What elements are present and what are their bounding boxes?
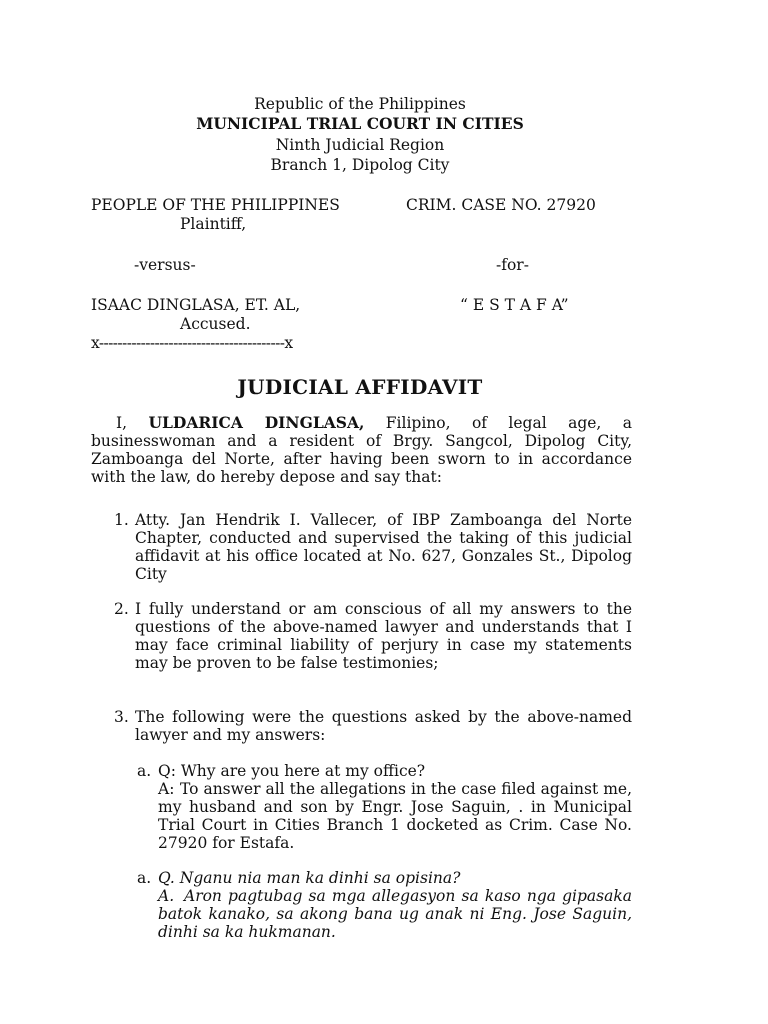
intro-paragraph: [91, 414, 632, 486]
item-2-number: 2.: [114, 600, 129, 618]
qa-1-answer: To answer all the allegations in the case filed against me, my husband and son by Engr. Jose Saguin, . in Municipal Trial Court in Cities Branch 1 docketed as Crim. Case No. 27920 for Estafa.: [158, 780, 632, 853]
versus-label: -versus-: [134, 256, 196, 274]
qa-2-answer: Aron pagtubag sa mga allegasyon sa kaso nga gipasaka batok kanako, sa akong bana ug anak ni Eng. Jose Saguin, dinhi sa ka hukmanan.: [158, 887, 632, 942]
intro-prefix: I,: [116, 414, 149, 432]
plaintiff-name: PEOPLE OF THE PHILIPPINES: [91, 196, 340, 214]
affiant-name: ULDARICA DINGLASA,: [148, 413, 365, 432]
item-3-number: 3.: [114, 708, 129, 726]
for-label: -for-: [496, 256, 529, 274]
branch-location: Branch 1, Dipolog City: [270, 156, 450, 174]
qa-2-label: a.: [137, 869, 152, 887]
qa-1-question: Q: Why are you here at my office?: [158, 762, 426, 780]
accused-name: ISAAC DINGLASA, ET. AL,: [91, 296, 301, 314]
item-2-text: I fully understand or am conscious of all my answers to the questions of the above-named lawyer and understands that I may face criminal liability of perjury in case my statements may be proven to be false testimonies;: [135, 600, 632, 673]
item-3-text: The following were the questions asked by the above-named lawyer and my answers:: [135, 708, 632, 745]
qa-2-question: Q. Nganu nia man ka dinhi sa opisina?: [158, 869, 461, 887]
qa-2-answer-label: A.: [158, 887, 175, 905]
intro-text: Filipino, of legal age, a businesswoman and a resident of Brgy. Sangcol, Dipolog City, Zamboanga del Norte, after having been sworn to in accordance with the law, do hereby depose and say that:: [91, 414, 632, 487]
republic-line: Republic of the Philippines: [254, 95, 466, 113]
accused-role: Accused.: [180, 315, 251, 333]
item-1-number: 1.: [114, 511, 129, 529]
judicial-region: Ninth Judicial Region: [275, 136, 445, 154]
court-name: MUNICIPAL TRIAL COURT IN CITIES: [196, 114, 524, 133]
qa-1-label: a.: [137, 762, 152, 780]
case-number: CRIM. CASE NO. 27920: [406, 196, 596, 214]
document-title: JUDICIAL AFFIDAVIT: [237, 375, 483, 399]
offense-label: “ E S T A F A”: [460, 296, 569, 314]
plaintiff-role: Plaintiff,: [180, 215, 247, 233]
caption-separator: x----------------------------------------x: [91, 334, 293, 352]
qa-1-answer-label: A:: [158, 780, 175, 798]
item-1-text: Atty. Jan Hendrik I. Vallecer, of IBP Zamboanga del Norte Chapter, conducted and supervised the taking of this judicial affidavit at his office located at No. 627, Gonzales St., Dipolog City: [135, 511, 632, 584]
